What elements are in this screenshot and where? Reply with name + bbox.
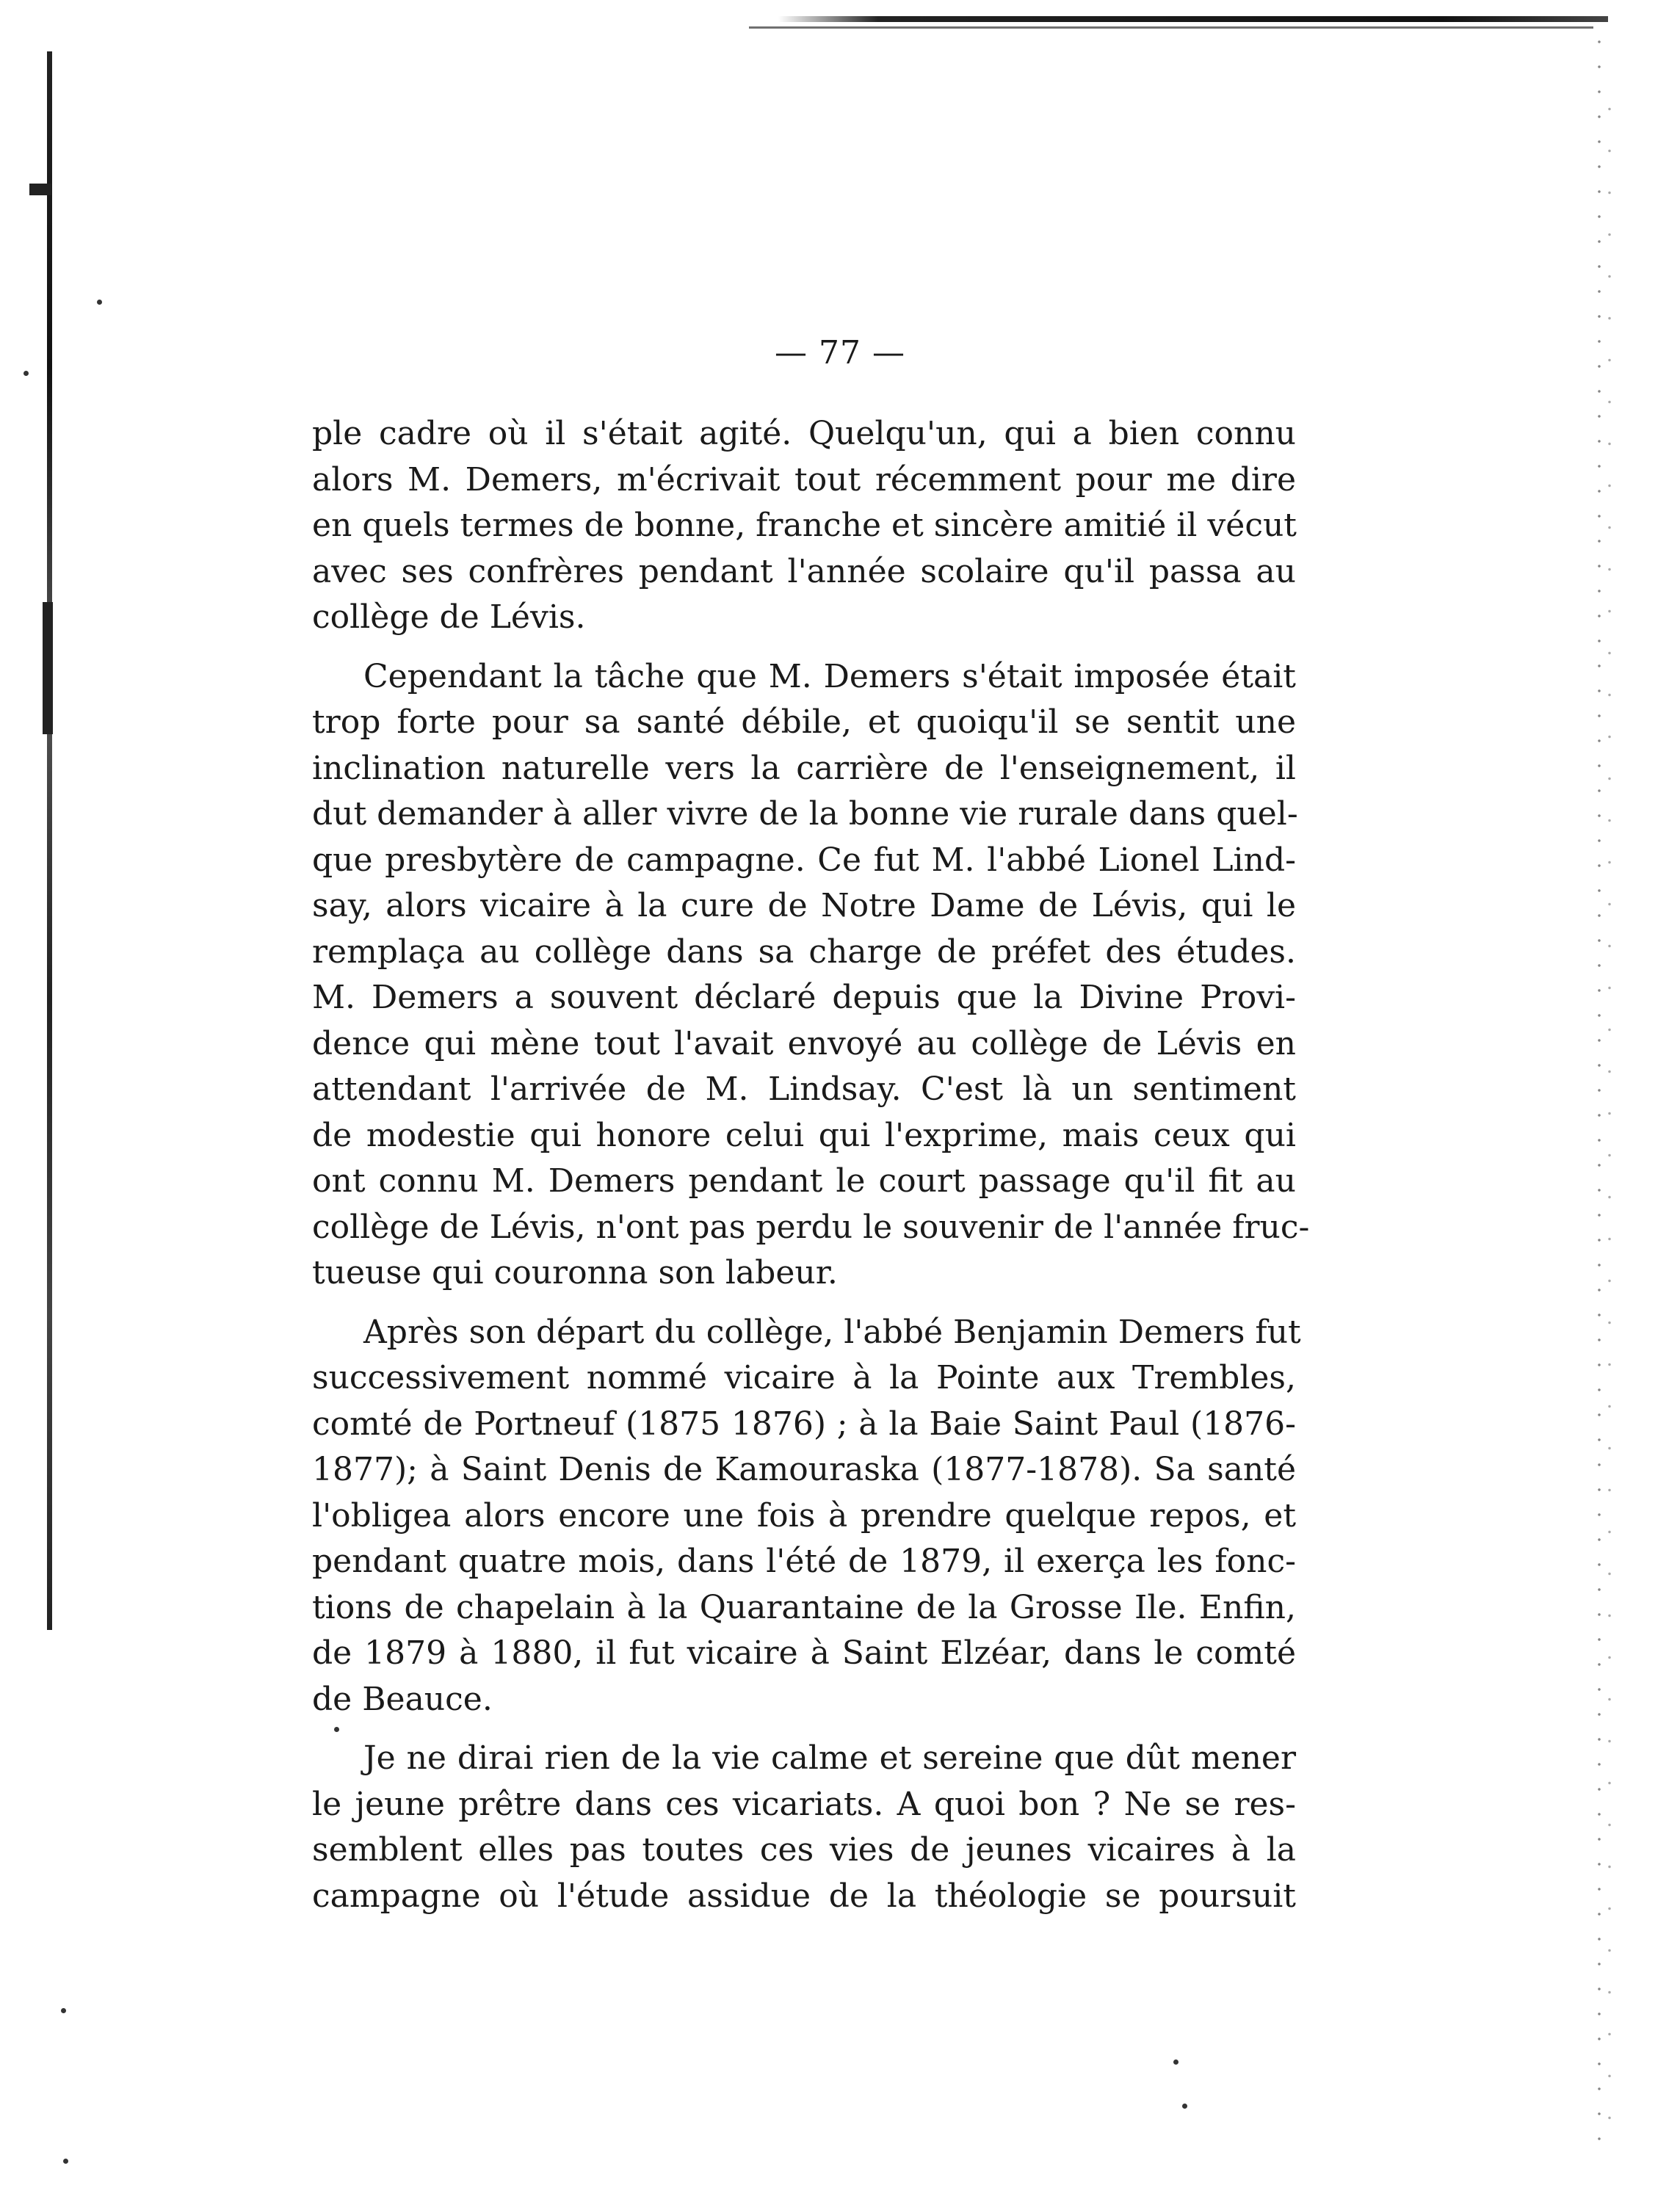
text-line: comté de Portneuf (1875 1876) ; à la Baie Saint Paul (1876- [312,1405,1296,1443]
text-line: dut demander à aller vivre de la bonne vie rurale dans quel- [312,795,1298,833]
body-text [312,411,1310,1919]
text-line: remplaça au collège dans sa charge de préfet des études. [312,932,1296,971]
text-line: 1877); à Saint Denis de Kamouraska (1877-1878). Sa santé [312,1451,1296,1488]
text-line: l'obligea alors encore une fois à prendre quelque repos, et [312,1496,1296,1535]
text-line: avec ses confrères pendant l'année scolaire qu'il passa au [312,552,1296,590]
paragraph-4 [312,1736,1296,1919]
ink-speck [1182,2104,1187,2109]
text-line: tueuse qui couronna son labeur. [312,1254,838,1291]
page-binding-shadow [43,602,53,734]
text-line: semblent elles pas toutes ces vies de jeunes vicaires à la [312,1831,1296,1869]
paragraph-2 [312,654,1310,1297]
text-line: collège de Lévis, n'ont pas perdu le souvenir de l'année fruc- [312,1208,1310,1246]
ink-speck [1173,2059,1178,2065]
page-number: — 77 — [775,334,905,372]
paragraph-3 [312,1310,1301,1723]
text-line: say, alors vicaire à la cure de Notre Dame de Lévis, qui le [312,887,1296,924]
text-line: campagne où l'étude assidue de la théologie se poursuit [312,1877,1296,1915]
text-line: de Beauce. [312,1680,493,1718]
paragraph-1 [312,411,1296,641]
text-line: collège de Lévis. [312,598,586,636]
page-top-edge [778,16,1608,22]
text-line: alors M. Demers, m'écrivait tout récemment pour me dire [312,460,1296,499]
page-right-edge-speckles [1608,88,1611,2144]
text-line: de modestie qui honore celui qui l'exprime, mais ceux qui [312,1116,1296,1154]
ink-speck [23,371,29,376]
text-line: que presbytère de campagne. Ce fut M. l'abbé Lionel Lind- [312,841,1296,879]
text-line: M. Demers a souvent déclaré depuis que la Divine Provi- [312,979,1296,1016]
text-line: le jeune prêtre dans ces vicariats. A quoi bon ? Ne se res- [312,1785,1296,1823]
text-line: de 1879 à 1880, il fut vicaire à Saint Elzéar, dans le comté [312,1634,1296,1672]
page-binding-edge [47,51,52,1630]
text-line: dence qui mène tout l'avait envoyé au collège de Lévis en [312,1024,1296,1062]
text-line: pendant quatre mois, dans l'été de 1879, il exerça les fonc- [312,1543,1296,1580]
text-line: Je ne dirai rien de la vie calme et sereine que dût mener [363,1739,1296,1777]
page-top-edge-line [749,26,1593,29]
text-line: tions de chapelain à la Quarantaine de la Grosse Ile. Enfin, [312,1588,1296,1626]
text-line: inclination naturelle vers la carrière de l'enseignement, il [312,749,1296,787]
ink-speck [61,2008,66,2013]
text-line: Cependant la tâche que M. Demers s'était imposée était [363,657,1296,695]
text-line: attendant l'arrivée de M. Lindsay. C'est là un sentiment [312,1070,1296,1108]
text-line: en quels termes de bonne, franche et sincère amitié il vécut [312,507,1297,544]
ink-speck [97,300,102,305]
text-line: successivement nommé vicaire à la Pointe aux Trembles, [312,1359,1296,1396]
text-line: Après son départ du collège, l'abbé Benjamin Demers fut [363,1313,1301,1351]
text-line: ple cadre où il s'était agité. Quelqu'un, qui a bien connu [312,415,1296,452]
text-line: trop forte pour sa santé débile, et quoiqu'il se sentit une [312,703,1296,741]
text-line: ont connu M. Demers pendant le court passage qu'il fit au [312,1162,1296,1200]
ink-speck [63,2159,68,2164]
page-binding-mark [29,184,51,195]
